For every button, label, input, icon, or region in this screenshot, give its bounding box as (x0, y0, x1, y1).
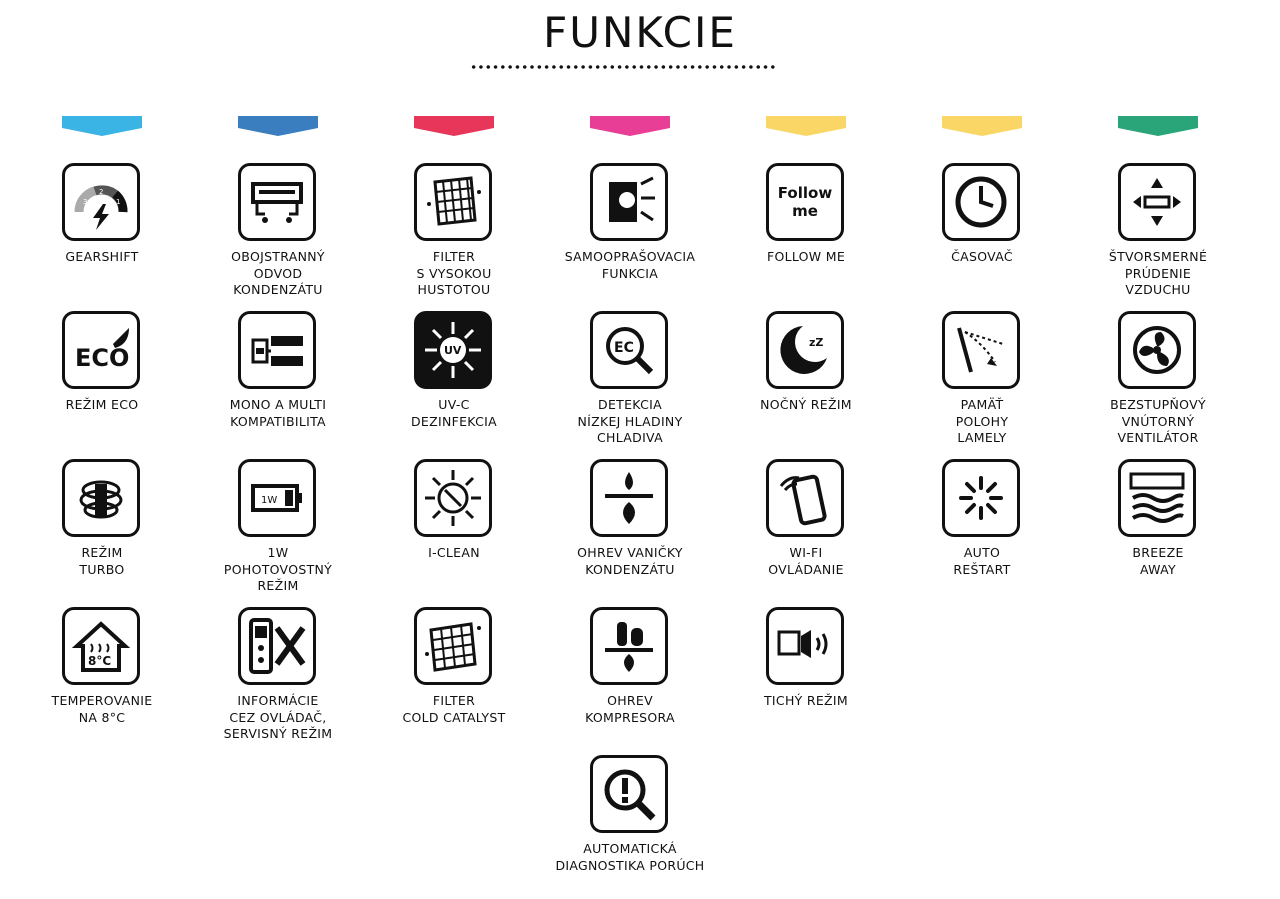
icon-text: Follow me (777, 184, 833, 220)
feature-column (716, 0, 896, 899)
compressor-heating-icon (590, 607, 668, 685)
feature-label: FILTER S VYSOKOU HUSTOTOU (416, 249, 492, 297)
feature-label: WI-FI OVLÁDANIE (768, 545, 844, 577)
column-ribbon (1118, 116, 1198, 136)
feature-label: BEZSTUPŇOVÝ VNÚTORNÝ VENTILÁTOR (1110, 397, 1206, 445)
ribbon-marker (414, 116, 494, 136)
feature-label: FOLLOW ME (766, 249, 846, 264)
ribbon-marker (238, 116, 318, 136)
svg-text:zZ: zZ (809, 336, 824, 349)
auto-restart-icon (942, 459, 1020, 537)
feature-label: UV-C DEZINFEKCIA (411, 397, 497, 429)
feature-label: OBOJSTRANNÝ ODVOD KONDENZÁTU (231, 249, 325, 297)
feature-label: TICHÝ REŽIM (764, 693, 848, 708)
turbo-icon (62, 459, 140, 537)
svg-text:8°C: 8°C (88, 654, 112, 668)
standby-1w-icon (238, 459, 316, 537)
feature-column (188, 0, 368, 899)
feature-column (1068, 0, 1248, 899)
column-ribbon (238, 116, 318, 136)
ribbon-marker (590, 116, 670, 136)
feature-label: GEARSHIFT (65, 249, 139, 264)
gearshift-icon (62, 163, 140, 241)
feature-label: AUTO REŠTART (953, 545, 1011, 577)
fan-icon (1118, 311, 1196, 389)
wifi-phone-icon (766, 459, 844, 537)
uv-sun-icon (414, 311, 492, 389)
eco-mode-icon (62, 311, 140, 389)
column-ribbon (766, 116, 846, 136)
condensate-drain-icon (238, 163, 316, 241)
svg-text:UV: UV (444, 344, 462, 357)
feature-label: ŠTVORSMERNÉ PRÚDENIE VZDUCHU (1108, 249, 1208, 297)
svg-text:EC: EC (614, 340, 634, 356)
feature-label: 1W POHOTOVOSTNÝ REŽIM (223, 545, 333, 593)
diagnosis-icon (590, 755, 668, 833)
feature-label: I-CLEAN (428, 545, 480, 560)
svg-text:ECO: ECO (75, 344, 130, 372)
feature-label: AUTOMATICKÁ DIAGNOSTIKA PORÚCH (555, 841, 705, 873)
i-clean-icon (414, 459, 492, 537)
louver-memory-icon (942, 311, 1020, 389)
column-ribbon (590, 116, 670, 136)
ribbon-marker (62, 116, 142, 136)
feature-label: NOČNÝ REŽIM (760, 397, 852, 412)
four-way-airflow-icon (1118, 163, 1196, 241)
feature-label: MONO A MULTI KOMPATIBILITA (229, 397, 327, 429)
feature-label: REŽIM ECO (65, 397, 139, 412)
column-ribbon (942, 116, 1022, 136)
ribbon-marker (942, 116, 1022, 136)
mono-multi-icon (238, 311, 316, 389)
feature-column (364, 0, 544, 899)
feature-label: BREEZE AWAY (1132, 545, 1184, 577)
feature-column (12, 0, 192, 899)
clock-icon (942, 163, 1020, 241)
svg-text:2: 2 (99, 188, 104, 196)
feature-label: OHREV VANIČKY KONDENZÁTU (577, 545, 683, 577)
feature-column (540, 0, 720, 899)
svg-text:3: 3 (83, 198, 88, 206)
svg-text:1W: 1W (261, 495, 278, 506)
breeze-away-icon (1118, 459, 1196, 537)
high-density-filter-icon (414, 163, 492, 241)
ribbon-marker (1118, 116, 1198, 136)
tray-heating-icon (590, 459, 668, 537)
silent-mode-icon (766, 607, 844, 685)
column-ribbon (414, 116, 494, 136)
feature-label: TEMPEROVANIE NA 8°C (51, 693, 153, 725)
cold-catalyst-filter-icon (414, 607, 492, 685)
feature-label: INFORMÁCIE CEZ OVLÁDAČ, SERVISNÝ REŽIM (223, 693, 333, 741)
night-mode-icon (766, 311, 844, 389)
service-tools-icon (238, 607, 316, 685)
feature-label: FILTER COLD CATALYST (402, 693, 506, 725)
feature-column (892, 0, 1072, 899)
page-title: FUNKCIE (543, 8, 737, 57)
feature-label: SAMOOPRAŠOVACIA FUNKCIA (564, 249, 696, 281)
heating-8c-icon (62, 607, 140, 685)
column-ribbon (62, 116, 142, 136)
feature-label: PAMÄŤ POLOHY LAMELY (955, 397, 1009, 445)
self-dusting-icon (590, 163, 668, 241)
feature-label: DETEKCIA NÍZKEJ HLADINY CHLADIVA (577, 397, 683, 445)
feature-label: REŽIM TURBO (79, 545, 125, 577)
follow-me-icon (766, 163, 844, 241)
svg-text:1: 1 (116, 198, 121, 206)
ribbon-marker (766, 116, 846, 136)
feature-label: OHREV KOMPRESORA (585, 693, 675, 725)
feature-label: ČASOVAČ (951, 249, 1013, 264)
refrigerant-detect-icon (590, 311, 668, 389)
